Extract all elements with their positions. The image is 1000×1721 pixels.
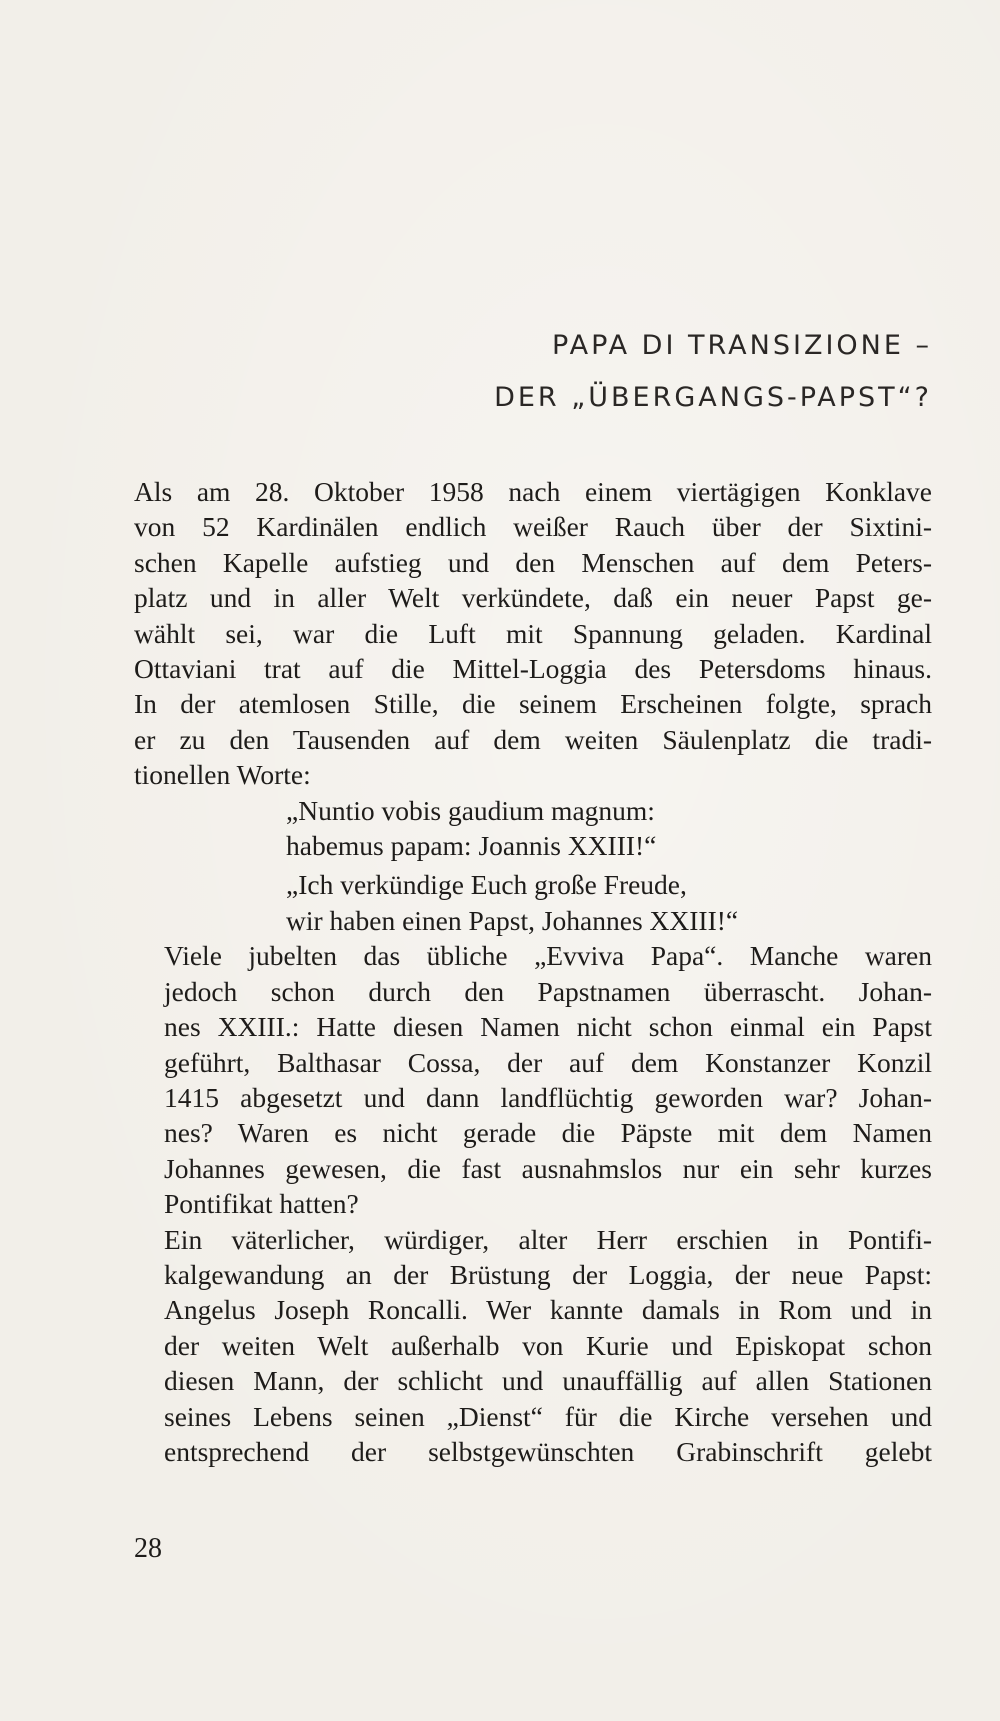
page-number: 28 — [134, 1533, 162, 1564]
text-line: der weiten Welt außerhalb von Kurie und Episkopat schon — [164, 1329, 932, 1361]
text-line: diesen Mann, der schlicht und unauffällig auf allen Stationen — [164, 1365, 932, 1397]
text-line: seines Lebens seinen „Dienst“ für die Kirche versehen und — [164, 1400, 932, 1432]
paragraph-3 — [134, 1222, 932, 1470]
text-line: Ein väterlicher, würdiger, alter Herr erschien in Pontifi- — [164, 1223, 932, 1255]
text-line: Ottaviani trat auf die Mittel-Loggia des Petersdoms hinaus. — [134, 653, 932, 685]
text-line: von 52 Kardinälen endlich weißer Rauch über der Sixtini- — [134, 511, 932, 543]
text-line: Angelus Joseph Roncalli. Wer kannte damals in Rom und in — [164, 1294, 932, 1326]
text-line: schen Kapelle aufstieg und den Menschen auf dem Peters- — [134, 546, 932, 578]
text-line: entsprechend der selbstgewünschten Grabinschrift gelebt — [164, 1435, 932, 1467]
text-line: Als am 28. Oktober 1958 nach einem viertägigen Konklave — [134, 476, 932, 507]
text-line: jedoch schon durch den Papstnamen überrascht. Johan- — [164, 975, 932, 1007]
quote-line: wir haben einen Papst, Johannes XXIII!“ — [286, 904, 739, 936]
text-line: Viele jubelten das übliche „Evviva Papa“. Manche waren — [164, 940, 932, 972]
quote-line: „Nuntio vobis gaudium magnum: — [286, 794, 655, 826]
paragraph-2 — [134, 938, 932, 1221]
text-line: er zu den Tausenden auf dem weiten Säulenplatz die tradi- — [134, 723, 932, 755]
text-line: wählt sei, war die Luft mit Spannung geladen. Kardinal — [134, 617, 932, 649]
text-line: Johannes gewesen, die fast ausnahmslos nur ein sehr kurzes — [164, 1152, 932, 1184]
text-line: nes? Waren es nicht gerade die Päpste mit dem Namen — [164, 1117, 932, 1149]
chapter-heading-line-1: PAPA DI TRANSIZIONE – — [552, 330, 932, 361]
text-line: In der atemlosen Stille, die seinem Erscheinen folgte, sprach — [134, 688, 932, 720]
text-line: platz und in aller Welt verkündete, daß ein neuer Papst ge- — [134, 582, 932, 614]
text-line: tionellen Worte: — [134, 759, 311, 791]
quote-line: habemus papam: Joannis XXIII!“ — [286, 830, 657, 862]
text-line: nes XXIII.: Hatte diesen Namen nicht schon einmal ein Papst — [164, 1011, 932, 1043]
quote-line: „Ich verkündige Euch große Freude, — [286, 869, 687, 901]
text-line: kalgewandung an der Brüstung der Loggia, der neue Papst: — [164, 1258, 932, 1290]
text-line: 1415 abgesetzt und dann landflüchtig geworden war? Johan- — [164, 1081, 932, 1113]
latin-proclamation-quote — [134, 793, 932, 864]
body-text — [134, 474, 932, 1469]
text-line: Pontifikat hatten? — [164, 1188, 359, 1220]
chapter-heading-line-2: DER „ÜBERGANGS-PAPST“? — [494, 382, 932, 413]
german-translation-quote — [134, 867, 932, 938]
text-line: geführt, Balthasar Cossa, der auf dem Konstanzer Konzil — [164, 1046, 932, 1078]
paragraph-1 — [134, 474, 932, 793]
